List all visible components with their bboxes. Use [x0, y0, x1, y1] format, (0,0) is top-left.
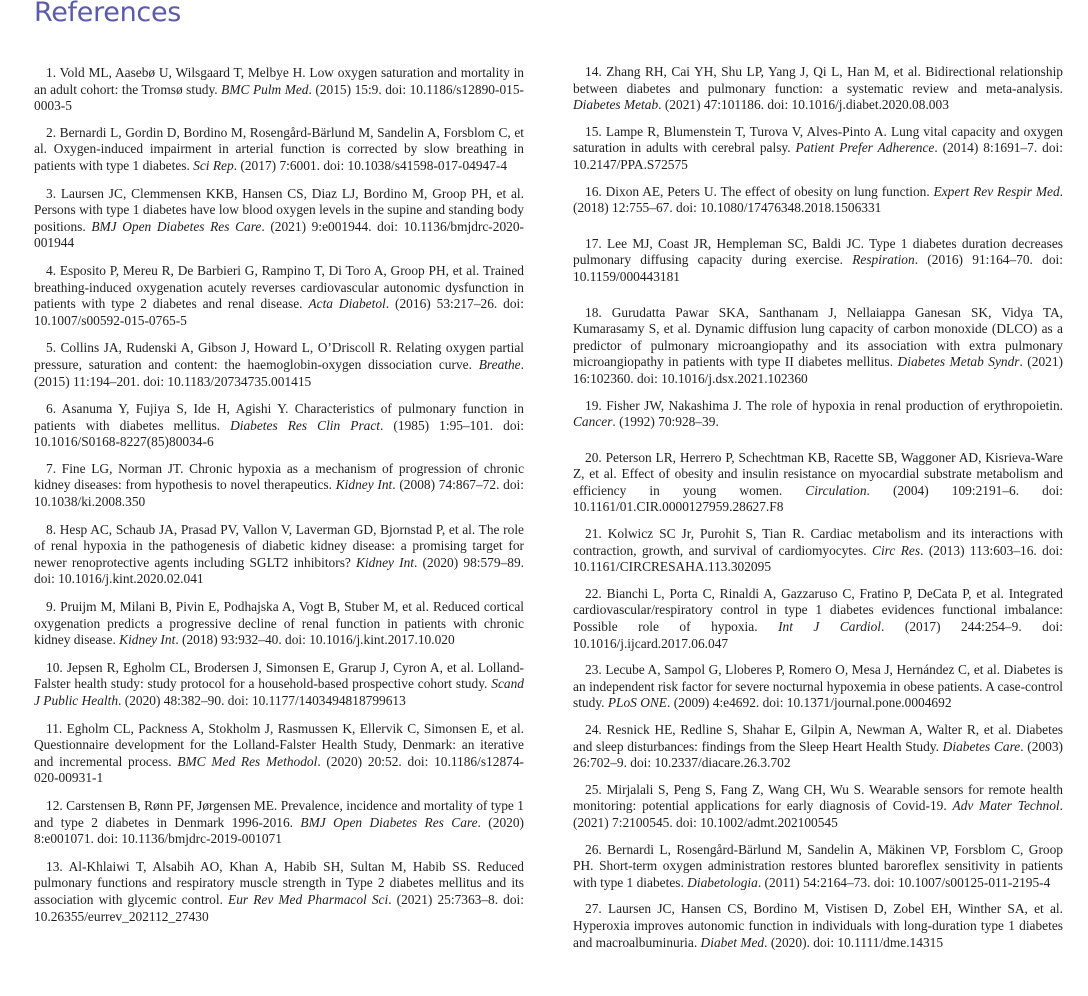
reference-journal: Kidney Int	[119, 632, 176, 648]
reference-number: 10.	[46, 659, 67, 675]
reference-citation-doi: . (2021) 16:102360. doi: 10.1016/j.dsx.2021.102360	[573, 354, 1063, 386]
reference-authors-title: Zhang RH, Cai YH, Shu LP, Yang J, Qi L, Han M, et al. Bidirectional relationship between diabetes and pulmonary function: a systematic review and meta-analysis.	[573, 64, 1064, 96]
reference-journal: Kidney Int	[356, 554, 414, 570]
reference-journal: BMC Pulm Med	[221, 81, 309, 97]
reference-authors-title: Resnick HE, Redline S, Shahar E, Gilpin A, Newman A, Walter R, et al. Diabetes and sleep disturbances: findings from the Sleep Heart Health Study.	[573, 722, 1064, 754]
reference-journal: BMJ Open Diabetes Res Care	[300, 814, 478, 830]
reference-item	[34, 340, 524, 390]
reference-citation-doi: . (2015) 15:9. doi: 10.1186/s12890-015-0003-5	[34, 81, 524, 114]
reference-authors-title: Laursen JC, Clemmensen KKB, Hansen CS, Diaz LJ, Bordino M, Groop PH, et al. Persons with type 1 diabetes have low blood oxygen levels in the supine and standing body positions.	[34, 185, 524, 234]
reference-authors-title: Carstensen B, Rønn PF, Jørgensen ME. Prevalence, incidence and mortality of type 1 and type 2 diabetes in Denmark 1996-2016.	[34, 797, 524, 830]
reference-citation-doi: . (2017) 244:254–9. doi: 10.1016/j.ijcard.2017.06.047	[573, 619, 1064, 651]
reference-journal: Diabetes Care	[942, 738, 1021, 754]
reference-number: 11.	[46, 720, 67, 736]
reference-number: 15.	[585, 123, 606, 139]
reference-authors-title: Al-Khlaiwi T, Alsabih AO, Khan A, Habib SH, Sultan M, Habib SS. Reduced pulmonary functions and respiratory muscle strength in Type 2 diabetes mellitus and its association with glycemic control.	[34, 858, 524, 907]
reference-citation-doi: . (2013) 113:603–16. doi: 10.1161/CIRCRESAHA.113.302095	[573, 542, 1063, 575]
reference-number: 20.	[585, 449, 606, 465]
reference-item	[573, 586, 1063, 652]
reference-citation-doi: . (1992) 70:928–39.	[612, 414, 719, 430]
reference-authors-title: Fine LG, Norman JT. Chronic hypoxia as a mechanism of progression of chronic kidney diseases: from hypothesis to novel therapeutics.	[34, 460, 525, 493]
reference-item	[34, 65, 524, 115]
reference-authors-title: Dixon AE, Peters U. The effect of obesity on lung function.	[605, 183, 934, 199]
reference-item	[34, 263, 524, 329]
reference-journal: Diabet Med	[700, 934, 765, 950]
reference-number: 2.	[46, 124, 60, 140]
reference-citation-doi: . (2021) 25:7363–8. doi: 10.26355/eurrev_202112_27430	[34, 891, 524, 924]
reference-item	[34, 721, 524, 787]
reference-item	[573, 782, 1063, 832]
references-heading: References	[34, 0, 182, 28]
reference-journal: Breathe	[478, 356, 521, 372]
reference-item	[573, 305, 1063, 388]
reference-item	[573, 124, 1063, 174]
reference-journal: Sci Rep	[193, 157, 234, 173]
reference-item	[34, 859, 524, 925]
reference-journal: BMC Med Res Methodol	[177, 753, 318, 769]
reference-number: 16.	[585, 183, 606, 199]
reference-item	[34, 522, 524, 588]
reference-number: 8.	[46, 521, 60, 537]
reference-citation-doi: . (2020) 20:52. doi: 10.1186/s12874-020-00931-1	[34, 753, 524, 786]
reference-authors-title: Mirjalali S, Peng S, Fang Z, Wang CH, Wu S. Wearable sensors for remote health monitoring: potential applications for early diagnosis of Covid-19.	[573, 781, 1063, 814]
reference-number: 23.	[585, 662, 606, 678]
reference-number: 14.	[585, 64, 607, 79]
reference-citation-doi: . (2016) 53:217–26. doi: 10.1007/s00592-015-0765-5	[34, 296, 524, 328]
reference-authors-title: Jepsen R, Egholm CL, Brodersen J, Simonsen E, Grarup J, Cyron A, et al. Lolland-Falster health study: study protocol for a household-based prospective cohort study.	[34, 659, 524, 692]
reference-item	[573, 901, 1063, 951]
reference-item	[34, 186, 524, 252]
reference-number: 4.	[46, 262, 60, 278]
reference-item	[573, 662, 1063, 712]
reference-journal: Circ Res	[872, 542, 921, 558]
reference-journal: Eur Rev Med Pharmacol Sci	[228, 891, 389, 907]
reference-journal: Respiration	[852, 252, 915, 268]
reference-citation-doi: . (2015) 11:194–201. doi: 10.1183/20734735.001415	[34, 356, 524, 389]
reference-number: 18.	[585, 304, 612, 320]
reference-journal: Diabetologia	[687, 874, 758, 890]
reference-citation-doi: . (2018) 12:755–67. doi: 10.1080/17476348.2018.1506331	[573, 183, 1063, 216]
reference-item	[34, 461, 524, 511]
reference-citation-doi: . (2008) 74:867–72. doi: 10.1038/ki.2008.350	[34, 477, 524, 510]
reference-number: 25.	[585, 781, 607, 797]
reference-item	[573, 450, 1063, 516]
reference-citation-doi: . (2021) 47:101186. doi: 10.1016/j.diabet.2020.08.003	[658, 97, 949, 113]
reference-citation-doi: . (2020) 8:e001071. doi: 10.1136/bmjdrc-2019-001071	[34, 814, 525, 847]
reference-item	[34, 401, 524, 451]
reference-number: 9.	[46, 599, 61, 615]
reference-journal: Diabetes Metab	[573, 97, 659, 113]
reference-authors-title: Hesp AC, Schaub JA, Prasad PV, Vallon V, Laverman GD, Bjornstad P, et al. The role of renal hypoxia in the pathogenesis of diabetic kidney disease: a promising target for newer renoprotective agents including SGLT2 inhibitors?	[34, 521, 525, 570]
reference-item	[34, 125, 524, 175]
reference-number: 19.	[585, 397, 607, 413]
reference-journal: PLoS ONE	[607, 695, 667, 711]
reference-journal: Acta Diabetol	[308, 296, 386, 312]
reference-citation-doi: . (2014) 8:1691–7. doi: 10.2147/PPA.S72575	[573, 140, 1063, 172]
reference-authors-title: Lampe R, Blumenstein T, Turova V, Alves-Pinto A. Lung vital capacity and oxygen saturation in adults with cerebral palsy.	[573, 123, 1063, 156]
reference-number: 22.	[585, 585, 607, 601]
reference-authors-title: Vold ML, Aasebø U, Wilsgaard T, Melbye H. Low oxygen saturation and mortality in an adult cohort: the Tromsø study.	[34, 65, 525, 97]
reference-item	[573, 184, 1063, 217]
reference-citation-doi: . (2018) 93:932–40. doi: 10.1016/j.kint.2017.10.020	[175, 632, 455, 648]
reference-authors-title: Fisher JW, Nakashima J. The role of hypoxia in renal production of erythropoietin.	[606, 397, 1063, 413]
reference-journal: Adv Mater Technol	[952, 798, 1060, 814]
reference-journal: Circulation	[805, 482, 867, 498]
reference-citation-doi: . (2003) 26:702–9. doi: 10.2337/diacare.26.3.702	[573, 738, 1064, 771]
reference-number: 24.	[585, 722, 607, 737]
reference-number: 27.	[585, 901, 608, 917]
reference-item	[573, 398, 1063, 431]
reference-authors-title: Lecube A, Sampol G, Lloberes P, Romero O, Mesa J, Hernández C, et al. Diabetes is an independent risk factor for severe nocturnal hypoxemia in obese patients. A case-control study.	[573, 662, 1063, 711]
reference-authors-title: Egholm CL, Packness A, Stokholm J, Rasmussen K, Ellervik C, Simonsen E, et al. Questionnaire development for the Lolland-Falster Health Study, Denmark: an iterative and incremental process.	[34, 720, 525, 769]
references-column-right	[573, 64, 1063, 951]
reference-authors-title: Bianchi L, Porta C, Rinaldi A, Gazzaruso C, Fratino P, DeCata P, et al. Integrated cardiovascular/respiratory control in type 1 diabetes evidences functional imbalance: Possible role of hypoxia.	[573, 585, 1064, 635]
reference-citation-doi: . (1985) 1:95–101. doi: 10.1016/S0168-8227(85)80034-6	[34, 417, 525, 450]
reference-number: 13.	[46, 858, 69, 874]
reference-item	[573, 842, 1063, 892]
reference-authors-title: Bernardi L, Rosengård-Bärlund M, Sandelin A, Mäkinen VP, Forsblom C, Groop PH. Short-term oxygen administration restores blunted baroreflex sensitivity in patients with type 1 diabetes.	[573, 841, 1063, 890]
reference-journal: Cancer	[573, 414, 613, 430]
reference-journal: Expert Rev Respir Med	[933, 183, 1060, 199]
reference-authors-title: Peterson LR, Herrero P, Schechtman KB, Racette SB, Waggoner AD, Kisrieva-Ware Z, et al. Effect of obesity and insulin resistance on myocardial substrate metabolism and efficiency in young women.	[573, 449, 1063, 498]
reference-citation-doi: . (2017) 7:6001. doi: 10.1038/s41598-017-04947-4	[233, 157, 508, 173]
reference-citation-doi: . (2016) 91:164–70. doi: 10.1159/000443181	[573, 252, 1063, 284]
reference-authors-title: Laursen JC, Hansen CS, Bordino M, Vistisen D, Zobel EH, Winther SA, et al. Hyperoxia improves autonomic function in individuals with long-duration type 1 diabetes and macroalbuminuria.	[573, 901, 1063, 950]
reference-authors-title: Gurudatta Pawar SKA, Santhanam J, Nellaiappa Ganesan SK, Vidya TA, Kumarasamy S, et al. Dynamic diffusion lung capacity of carbon monoxide (DLCO) as a predictor of pulmonary microangiopathy and its association with extra pulmonary microangiopathy in patients with type II diabetes mellitus.	[573, 304, 1063, 370]
reference-number: 21.	[585, 526, 608, 542]
reference-number: 6.	[46, 401, 62, 417]
reference-authors-title: Pruijm M, Milani B, Pivin E, Podhajska A, Vogt B, Stuber M, et al. Reduced cortical oxygenation predicts a progressive decline of renal function in patients with chronic kidney disease.	[34, 599, 524, 648]
reference-authors-title: Kolwicz SC Jr, Purohit S, Tian R. Cardiac metabolism and its interactions with contraction, growth, and survival of cardiomyocytes.	[573, 526, 1063, 558]
reference-item	[34, 599, 524, 649]
reference-item	[573, 236, 1063, 286]
reference-number: 17.	[585, 235, 607, 251]
reference-citation-doi: . (2020). doi: 10.1111/dme.14315	[764, 934, 944, 950]
reference-citation-doi: . (2009) 4:e4692. doi: 10.1371/journal.pone.0004692	[667, 695, 952, 711]
reference-citation-doi: . (2020) 48:382–90. doi: 10.1177/1403494818799613	[118, 693, 406, 708]
reference-authors-title: Asanuma Y, Fujiya S, Ide H, Agishi Y. Characteristics of pulmonary function in patients with diabetes mellitus.	[34, 401, 525, 433]
reference-number: 12.	[46, 797, 67, 813]
reference-authors-title: Esposito P, Mereu R, De Barbieri G, Rampino T, Di Toro A, Groop PH, et al. Trained breathing-induced oxygenation acutely reverses cardiovascular autonomic dysfunction in patients with type 2 diabetes and renal disease.	[34, 262, 524, 312]
reference-item	[573, 64, 1063, 114]
reference-journal: Scand J Public Health	[34, 676, 524, 708]
reference-citation-doi: . (2021) 9:e001944. doi: 10.1136/bmjdrc-2020-001944	[34, 218, 524, 251]
reference-authors-title: Lee MJ, Coast JR, Hempleman SC, Baldi JC. Type 1 diabetes duration decreases pulmonary diffusing capacity during exercise.	[573, 235, 1064, 268]
reference-authors-title: Bernardi L, Gordin D, Bordino M, Rosengård-Bärlund M, Sandelin A, Forsblom C, et al. Oxygen-induced impairment in arterial function is corrected by slow breathing in patients with type 1 diabetes.	[34, 124, 524, 173]
reference-item	[34, 798, 524, 848]
reference-citation-doi: . (2020) 98:579–89. doi: 10.1016/j.kint.2020.02.041	[34, 554, 525, 587]
reference-item	[573, 526, 1063, 576]
reference-number: 1.	[46, 65, 60, 80]
reference-number: 7.	[46, 460, 62, 476]
reference-journal: Int J Cardiol	[778, 619, 882, 635]
reference-number: 3.	[46, 185, 61, 201]
reference-citation-doi: . (2004) 109:2191–6. doi: 10.1161/01.CIR.0000127959.28627.F8	[573, 482, 1063, 515]
reference-authors-title: Collins JA, Rudenski A, Gibson J, Howard L, O’Driscoll R. Relating oxygen partial pressure, saturation and content: the haemoglobin-oxygen dissociation curve.	[34, 340, 524, 372]
reference-citation-doi: . (2011) 54:2164–73. doi: 10.1007/s00125-011-2195-4	[757, 874, 1051, 890]
reference-citation-doi: . (2021) 7:2100545. doi: 10.1002/admt.202100545	[573, 798, 1063, 830]
reference-journal: Diabetes Metab Syndr	[897, 354, 1020, 370]
reference-journal: Kidney Int	[335, 477, 393, 493]
reference-journal: BMJ Open Diabetes Res Care	[91, 218, 262, 234]
reference-item	[34, 660, 524, 710]
reference-number: 26.	[585, 841, 608, 857]
reference-number: 5.	[46, 340, 61, 356]
reference-journal: Diabetes Res Clin Pract	[230, 417, 381, 433]
reference-journal: Patient Prefer Adherence	[795, 140, 935, 156]
reference-item	[573, 722, 1063, 772]
references-column-left	[34, 65, 524, 925]
